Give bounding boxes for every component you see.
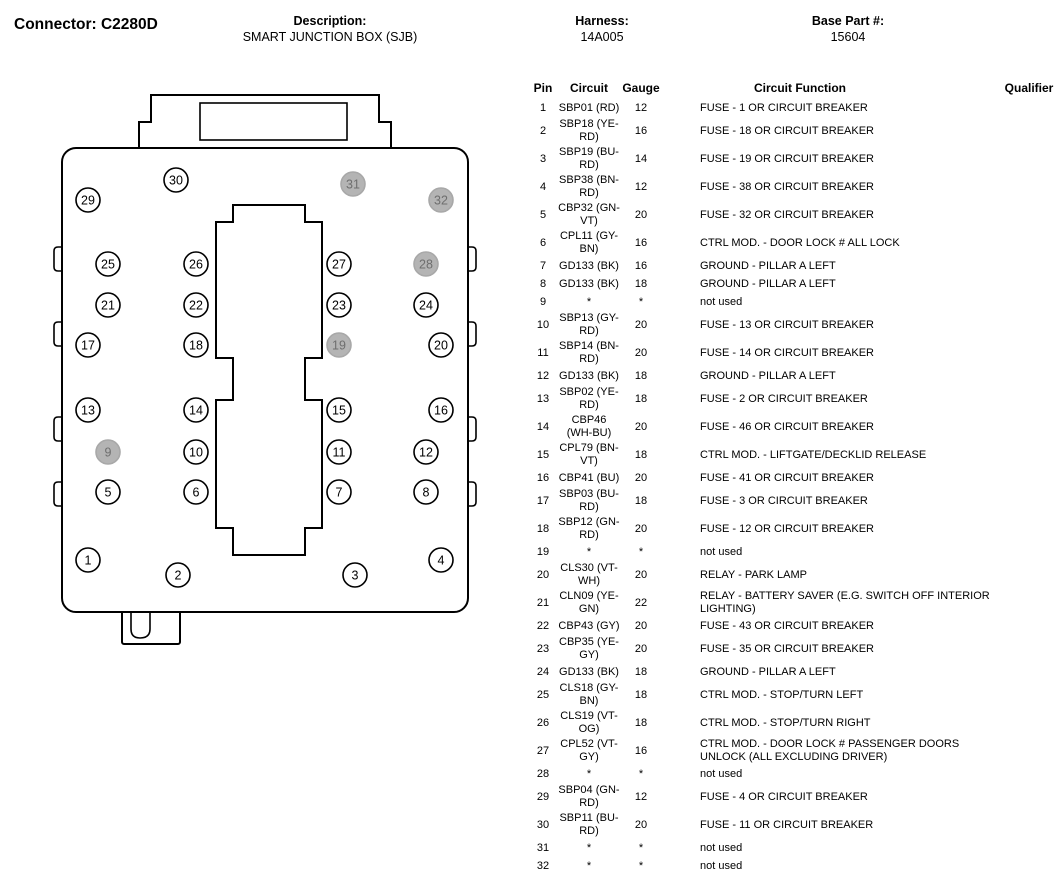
pin-number: 25 — [101, 257, 115, 272]
pinout-table — [528, 80, 1054, 875]
pin-number-cell: 19 — [536, 545, 550, 558]
pin-number-cell: 12 — [536, 369, 550, 382]
gauge-cell: 12 — [634, 101, 648, 114]
table-row — [528, 515, 1054, 543]
gauge-cell: 20 — [634, 619, 648, 632]
circuit-function-cell: not used — [700, 545, 743, 558]
table-row — [528, 765, 1054, 783]
base-part-value: 15604 — [830, 30, 866, 44]
gauge-cell: 20 — [634, 318, 648, 331]
table-row — [528, 413, 1054, 441]
circuit-cell: CBP41 (BU) — [558, 471, 620, 484]
circuit-function-cell: CTRL MOD. - DOOR LOCK # PASSENGER DOORS UNLOCK (ALL EXCLUDING DRIVER) — [700, 738, 960, 763]
pin-number-cell: 21 — [536, 596, 550, 609]
gauge-cell: 20 — [634, 568, 648, 581]
connector-pin — [184, 333, 208, 357]
pin-number: 3 — [351, 568, 359, 583]
pin-number-cell: 6 — [539, 236, 547, 249]
connector-pin — [184, 293, 208, 317]
gauge-cell: 20 — [634, 346, 648, 359]
connector-title: Connector: C2280D — [14, 16, 158, 33]
gauge-cell: 20 — [634, 420, 648, 433]
pin-number-cell: 7 — [539, 259, 547, 272]
circuit-function-cell: GROUND - PILLAR A LEFT — [700, 259, 836, 272]
connector-pin — [429, 548, 453, 572]
circuit-cell: CBP43 (GY) — [558, 619, 620, 632]
gauge-cell: 18 — [634, 369, 648, 382]
circuit-cell: SBP02 (YE-RD) — [559, 386, 619, 411]
circuit-function-cell: CTRL MOD. - STOP/TURN RIGHT — [700, 716, 871, 729]
table-row — [528, 293, 1054, 311]
pin-number: 2 — [174, 568, 182, 583]
circuit-cell: SBP01 (RD) — [558, 101, 620, 114]
table-row — [528, 839, 1054, 857]
pin-number: 17 — [81, 338, 95, 353]
table-row — [528, 201, 1054, 229]
pin-number: 6 — [192, 485, 200, 500]
gauge-cell: 16 — [634, 124, 648, 137]
pin-number: 14 — [189, 403, 203, 418]
circuit-function-cell: FUSE - 18 OR CIRCUIT BREAKER — [700, 124, 874, 137]
connector-pin — [76, 188, 100, 212]
pin-number-cell: 32 — [536, 859, 550, 872]
col-header-gauge: Gauge — [622, 80, 660, 95]
table-row — [528, 617, 1054, 635]
circuit-function-cell: FUSE - 3 OR CIRCUIT BREAKER — [700, 494, 868, 507]
circuit-function-cell: not used — [700, 859, 743, 872]
connector-pin — [96, 440, 120, 464]
pin-number-cell: 28 — [536, 767, 550, 780]
circuit-function-cell: FUSE - 46 OR CIRCUIT BREAKER — [700, 420, 874, 433]
connector-pin — [341, 172, 365, 196]
gauge-cell: 16 — [634, 259, 648, 272]
pin-number: 5 — [104, 485, 112, 500]
table-row — [528, 487, 1054, 515]
table-row — [528, 635, 1054, 663]
table-row — [528, 145, 1054, 173]
harness-block — [502, 13, 702, 45]
description-label: Description: — [293, 14, 367, 28]
pin-number: 32 — [434, 193, 448, 208]
circuit-cell: GD133 (BK) — [559, 277, 619, 290]
pin-number-cell: 20 — [536, 568, 550, 581]
connector-pin — [327, 440, 351, 464]
circuit-cell: SBP11 (BU-RD) — [559, 812, 619, 837]
base-part-block — [748, 13, 948, 45]
gauge-cell: 20 — [634, 208, 648, 221]
connector-pin — [343, 563, 367, 587]
circuit-function-cell: FUSE - 13 OR CIRCUIT BREAKER — [700, 318, 874, 331]
pin-number-cell: 2 — [539, 124, 547, 137]
connector-pin — [96, 293, 120, 317]
connector-pin — [184, 480, 208, 504]
gauge-cell: 18 — [634, 448, 648, 461]
col-header-function: Circuit Function — [754, 80, 846, 95]
pin-number: 21 — [101, 298, 115, 313]
pin-number: 28 — [419, 257, 433, 272]
pin-number: 23 — [332, 298, 346, 313]
table-row — [528, 783, 1054, 811]
circuit-function-cell: FUSE - 19 OR CIRCUIT BREAKER — [700, 152, 874, 165]
connector-pin — [76, 398, 100, 422]
pinout-table-rows — [528, 99, 1054, 875]
circuit-function-cell: FUSE - 38 OR CIRCUIT BREAKER — [700, 180, 874, 193]
table-row — [528, 229, 1054, 257]
pin-number: 4 — [437, 553, 445, 568]
gauge-cell: 20 — [634, 818, 648, 831]
circuit-function-cell: GROUND - PILLAR A LEFT — [700, 277, 836, 290]
table-row — [528, 275, 1054, 293]
table-row — [528, 469, 1054, 487]
gauge-cell: 12 — [634, 180, 648, 193]
table-row — [528, 117, 1054, 145]
gauge-cell: 18 — [634, 494, 648, 507]
table-row — [528, 339, 1054, 367]
pin-number-cell: 10 — [536, 318, 550, 331]
circuit-function-cell: FUSE - 2 OR CIRCUIT BREAKER — [700, 392, 868, 405]
pin-number-cell: 31 — [536, 841, 550, 854]
circuit-cell: * — [586, 767, 592, 780]
circuit-cell: GD133 (BK) — [559, 665, 619, 678]
circuit-function-cell: FUSE - 12 OR CIRCUIT BREAKER — [700, 522, 874, 535]
table-row — [528, 589, 1054, 617]
table-row — [528, 663, 1054, 681]
circuit-cell: SBP19 (BU-RD) — [559, 146, 619, 171]
table-row — [528, 311, 1054, 339]
table-row — [528, 543, 1054, 561]
col-header-qualifier: Qualifier — [1004, 80, 1054, 95]
connector-pin — [184, 398, 208, 422]
pin-number-cell: 29 — [536, 790, 550, 803]
connector-pin — [96, 480, 120, 504]
table-row — [528, 173, 1054, 201]
gauge-cell: 18 — [634, 392, 648, 405]
connector-pin — [414, 480, 438, 504]
connector-pin — [429, 333, 453, 357]
connector-pin — [76, 548, 100, 572]
table-row — [528, 857, 1054, 875]
pin-number-cell: 18 — [536, 522, 550, 535]
circuit-cell: SBP13 (GY-RD) — [559, 312, 619, 337]
harness-value: 14A005 — [580, 30, 624, 44]
circuit-cell: SBP38 (BN-RD) — [559, 174, 619, 199]
circuit-cell: CPL52 (VT-GY) — [560, 738, 618, 763]
connector-pin — [429, 188, 453, 212]
pin-number: 12 — [419, 445, 433, 460]
pin-number: 18 — [189, 338, 203, 353]
gauge-cell: * — [638, 841, 644, 854]
gauge-cell: * — [638, 767, 644, 780]
connector-pin — [166, 563, 190, 587]
circuit-cell: SBP04 (GN-RD) — [558, 784, 620, 809]
gauge-cell: 18 — [634, 716, 648, 729]
connector-pin — [76, 333, 100, 357]
table-row — [528, 709, 1054, 737]
circuit-cell: * — [586, 545, 592, 558]
circuit-function-cell: not used — [700, 295, 743, 308]
pin-number: 16 — [434, 403, 448, 418]
pin-number-cell: 4 — [539, 180, 547, 193]
circuit-cell: GD133 (BK) — [559, 259, 619, 272]
connector-pin — [327, 480, 351, 504]
circuit-cell: GD133 (BK) — [559, 369, 619, 382]
circuit-function-cell: CTRL MOD. - DOOR LOCK # ALL LOCK — [700, 236, 900, 249]
gauge-cell: 16 — [634, 744, 648, 757]
pin-number-cell: 14 — [536, 420, 550, 433]
pin-number-cell: 9 — [539, 295, 547, 308]
circuit-function-cell: not used — [700, 767, 743, 780]
circuit-function-cell: FUSE - 14 OR CIRCUIT BREAKER — [700, 346, 874, 359]
circuit-cell: SBP03 (BU-RD) — [559, 488, 619, 513]
circuit-function-cell: CTRL MOD. - LIFTGATE/DECKLID RELEASE — [700, 448, 927, 461]
circuit-cell: CLN09 (YE-GN) — [559, 590, 619, 615]
connector-pin — [429, 398, 453, 422]
pin-number-cell: 13 — [536, 392, 550, 405]
pin-number-cell: 30 — [536, 818, 550, 831]
table-row — [528, 811, 1054, 839]
table-row — [528, 737, 1054, 765]
gauge-cell: * — [638, 859, 644, 872]
pin-number-cell: 24 — [536, 665, 550, 678]
circuit-cell: * — [586, 841, 592, 854]
harness-label: Harness: — [575, 14, 629, 28]
table-row — [528, 367, 1054, 385]
table-row — [528, 561, 1054, 589]
gauge-cell: 18 — [634, 277, 648, 290]
pin-number: 22 — [189, 298, 203, 313]
connector-pin — [414, 293, 438, 317]
pin-number-cell: 5 — [539, 208, 547, 221]
pin-number-cell: 16 — [536, 471, 550, 484]
circuit-function-cell: RELAY - PARK LAMP — [700, 568, 807, 581]
circuit-cell: CLS18 (GY-BN) — [559, 682, 619, 707]
pin-number: 15 — [332, 403, 346, 418]
connector-pin — [327, 293, 351, 317]
circuit-function-cell: RELAY - BATTERY SAVER (E.G. SWITCH OFF INTERIOR LIGHTING) — [700, 590, 990, 615]
pin-number: 29 — [81, 193, 95, 208]
connector-pin — [184, 440, 208, 464]
circuit-cell: * — [586, 859, 592, 872]
pin-number: 27 — [332, 257, 346, 272]
connector-diagram — [0, 0, 520, 680]
circuit-cell: CPL79 (BN-VT) — [559, 442, 619, 467]
circuit-function-cell: FUSE - 35 OR CIRCUIT BREAKER — [700, 642, 874, 655]
pin-number: 30 — [169, 173, 183, 188]
pin-number-cell: 23 — [536, 642, 550, 655]
pin-number-cell: 26 — [536, 716, 550, 729]
col-header-circuit: Circuit — [569, 80, 608, 95]
gauge-cell: 20 — [634, 471, 648, 484]
circuit-function-cell: FUSE - 41 OR CIRCUIT BREAKER — [700, 471, 874, 484]
base-part-label: Base Part #: — [811, 14, 885, 28]
pin-number-cell: 27 — [536, 744, 550, 757]
circuit-function-cell: FUSE - 43 OR CIRCUIT BREAKER — [700, 619, 874, 632]
circuit-function-cell: FUSE - 32 OR CIRCUIT BREAKER — [700, 208, 874, 221]
connector-pin — [327, 252, 351, 276]
table-row — [528, 681, 1054, 709]
circuit-function-cell: CTRL MOD. - STOP/TURN LEFT — [700, 688, 864, 701]
pin-number: 8 — [422, 485, 430, 500]
connector-pin — [327, 398, 351, 422]
pin-number-cell: 15 — [536, 448, 550, 461]
description-value: SMART JUNCTION BOX (SJB) — [242, 30, 418, 44]
circuit-cell: * — [586, 295, 592, 308]
pin-number-cell: 11 — [537, 346, 549, 359]
pin-number: 10 — [189, 445, 203, 460]
table-row — [528, 385, 1054, 413]
circuit-cell: CBP46 (WH-BU) — [566, 414, 612, 439]
gauge-cell: 22 — [634, 596, 648, 609]
pin-number-cell: 17 — [536, 494, 550, 507]
table-row — [528, 441, 1054, 469]
connector-pin — [414, 440, 438, 464]
circuit-function-cell: FUSE - 11 OR CIRCUIT BREAKER — [700, 818, 874, 831]
gauge-cell: 18 — [634, 688, 648, 701]
pin-number: 11 — [332, 445, 346, 460]
col-header-pin: Pin — [533, 80, 553, 95]
circuit-cell: CBP35 (YE-GY) — [559, 636, 619, 661]
circuit-function-cell: GROUND - PILLAR A LEFT — [700, 665, 836, 678]
circuit-cell: CLS30 (VT-WH) — [560, 562, 618, 587]
table-row — [528, 257, 1054, 275]
circuit-cell: SBP18 (YE-RD) — [559, 118, 619, 143]
pin-number: 26 — [189, 257, 203, 272]
pin-number: 9 — [104, 445, 112, 460]
circuit-cell: CLS19 (VT-OG) — [560, 710, 618, 735]
pin-number: 24 — [419, 298, 433, 313]
pin-number-cell: 3 — [539, 152, 547, 165]
pin-number-cell: 22 — [536, 619, 550, 632]
connector-pin — [414, 252, 438, 276]
pin-number: 31 — [346, 177, 360, 192]
connector-pin — [164, 168, 188, 192]
pin-number: 13 — [81, 403, 95, 418]
pin-number: 7 — [335, 485, 343, 500]
connector-pin — [184, 252, 208, 276]
circuit-cell: CPL11 (GY-BN) — [559, 230, 619, 255]
connector-pin — [96, 252, 120, 276]
gauge-cell: 12 — [634, 790, 648, 803]
pin-number: 20 — [434, 338, 448, 353]
table-header-row — [528, 80, 1054, 99]
circuit-cell: SBP12 (GN-RD) — [558, 516, 620, 541]
gauge-cell: 20 — [634, 522, 648, 535]
circuit-cell: SBP14 (BN-RD) — [559, 340, 619, 365]
circuit-cell: CBP32 (GN-VT) — [558, 202, 620, 227]
pin-number: 19 — [332, 338, 346, 353]
pin-number-cell: 8 — [539, 277, 547, 290]
circuit-function-cell: GROUND - PILLAR A LEFT — [700, 369, 836, 382]
pin-number-cell: 1 — [539, 101, 547, 114]
connector-pin — [327, 333, 351, 357]
gauge-cell: 18 — [634, 665, 648, 678]
gauge-cell: 20 — [634, 642, 648, 655]
table-row — [528, 99, 1054, 117]
circuit-function-cell: FUSE - 4 OR CIRCUIT BREAKER — [700, 790, 868, 803]
circuit-function-cell: not used — [700, 841, 743, 854]
pin-number-cell: 25 — [536, 688, 550, 701]
gauge-cell: 16 — [634, 236, 648, 249]
gauge-cell: * — [638, 545, 644, 558]
pin-number: 1 — [84, 553, 92, 568]
circuit-function-cell: FUSE - 1 OR CIRCUIT BREAKER — [700, 101, 868, 114]
gauge-cell: 14 — [634, 152, 648, 165]
gauge-cell: * — [638, 295, 644, 308]
